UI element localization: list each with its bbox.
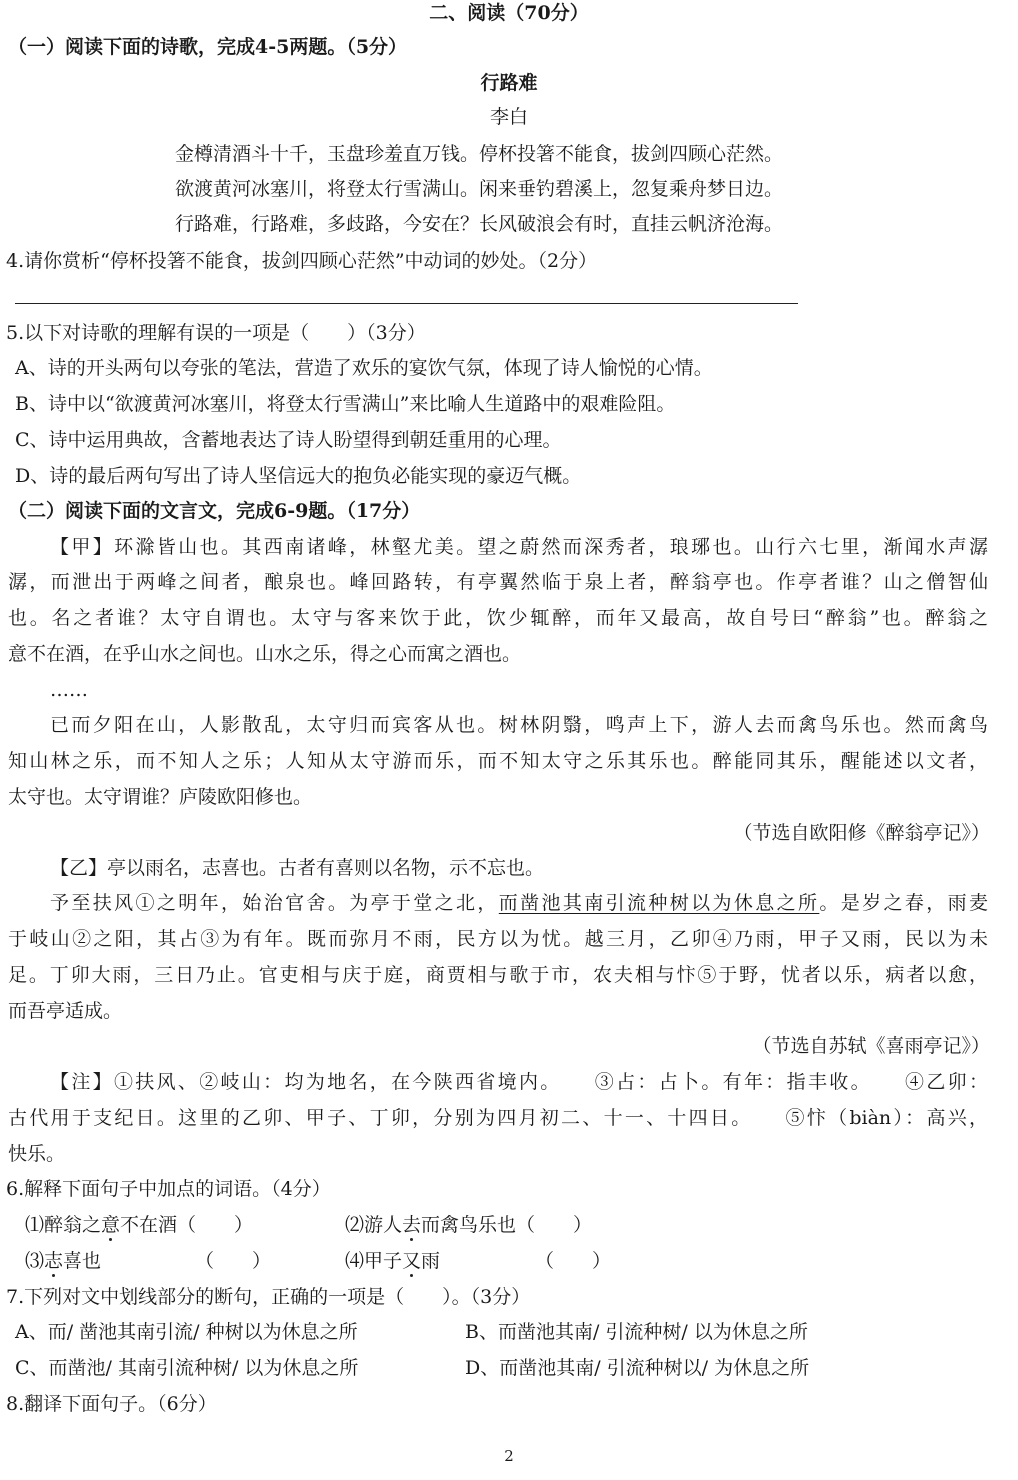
q6-item3-dotted: 志 [44,1250,64,1272]
part2-heading: （二）阅读下面的文言文，完成6-9题。（17分） [8,500,421,522]
q6-item4-dotted: 又 [402,1250,422,1272]
q6-item1-dotted: 意 [101,1214,121,1236]
q7-option-a: A、而/ 凿池其南引流/ 种树以为休息之所 [15,1321,358,1343]
passage-jia-line-4: 意不在酒，在乎山水之间也。山水之乐，得之心而寓之酒也。 [8,643,522,665]
poem-title: 行路难 [480,72,538,94]
notes-line-3: 快乐。 [8,1143,66,1165]
q6-item1-pre: ⑴醉翁之 [25,1214,102,1236]
yi-line1-post: 。是岁之春，雨麦 [819,892,988,914]
poem-line-2: 欲渡黄河冰塞川，将登太行雪满山。闲来垂钓碧溪上，忽复乘舟梦日边。 [175,178,784,200]
passage-jia2-line-1: 已而夕阳在山，人影散乱，太守归而宾客从也。树林阴翳，鸣声上下，游人去而禽鸟乐也。然而禽鸟 [50,714,988,736]
yi-source: （节选自苏轼《喜雨亭记》） [752,1035,990,1057]
part1-heading: （一）阅读下面的诗歌，完成4-5两题。（5分） [8,36,408,58]
passage-yi-line-1 [50,890,988,916]
passage-jia2-line-3: 太守也。太守谓谁？庐陵欧阳修也。 [8,786,313,808]
q6-item2-blank[interactable]: （ ） [516,1214,593,1236]
jia-source: （节选自欧阳修《醉翁亭记》） [733,822,990,844]
passage-yi-first: 【乙】亭以雨名，志喜也。古者有喜则以名物，示不忘也。 [50,857,545,879]
q6-item1-post: 不在酒 [120,1214,178,1236]
question-4: 4.请你赏析“停杯投箸不能食，拔剑四顾心茫然”中动词的妙处。（2分） [6,250,598,272]
q6-item3-post: 喜也 [63,1250,102,1272]
q6-item3-blank[interactable]: （ ） [195,1250,272,1272]
passage-jia-line-1: 【甲】环滁皆山也。其西南诸峰，林壑尤美。望之蔚然而深秀者，琅琊也。山行六七里，渐闻水声潺 [50,536,988,558]
question-7: 7.下列对文中划线部分的断句，正确的一项是（ ）。（3分） [6,1286,531,1308]
q6-item-1 [25,1212,253,1238]
q5-option-c: C、诗中运用典故，含蓄地表达了诗人盼望得到朝廷重用的心理。 [15,429,562,451]
q6-item2-post: 而禽鸟乐也 [421,1214,517,1236]
poem-line-1: 金樽清酒斗十千，玉盘珍羞直万钱。停杯投箸不能食，拔剑四顾心茫然。 [175,143,784,165]
q6-item2-dotted: 去 [402,1214,422,1236]
page-number: 2 [504,1447,514,1465]
q5-option-b: B、诗中以“欲渡黄河冰塞川，将登太行雪满山”来比喻人生道路中的艰难险阻。 [15,393,676,415]
passage-jia-line-3: 也。名之者谁？太守自谓也。太守与客来饮于此，饮少辄醉，而年又最高，故自号曰“醉翁”也。醉翁之 [8,607,988,629]
q6-item2-pre: ⑵游人 [345,1214,403,1236]
q6-item1-blank[interactable]: （ ） [177,1214,254,1236]
q6-item3-pre: ⑶ [25,1250,45,1272]
passage-yi-line-4: 而吾亭适成。 [8,1000,123,1022]
passage-jia2-line-2: 知山林之乐，而不知人之乐；人知从太守游而乐，而不知太守之乐其乐也。醉能同其乐，醒能述以文者， [8,750,988,772]
ellipsis: …… [50,679,88,701]
underlined-sentence: 而凿池其南引流种树以为休息之所 [498,892,820,914]
poem-author: 李白 [489,106,528,128]
q6-item-3 [25,1248,101,1274]
q5-option-d: D、诗的最后两句写出了诗人坚信远大的抱负必能实现的豪迈气概。 [15,465,582,487]
question-6: 6.解释下面句子中加点的词语。（4分） [6,1178,331,1200]
passage-jia-line-2: 潺，而泄出于两峰之间者，酿泉也。峰回路转，有亭翼然临于泉上者，醉翁亭也。作亭者谁？山之僧智仙 [8,571,988,593]
q6-item4-post: 雨 [421,1250,441,1272]
question-8: 8.翻译下面句子。（6分） [6,1393,217,1415]
q5-option-a: A、诗的开头两句以夸张的笔法，营造了欢乐的宴饮气氛，体现了诗人愉悦的心情。 [15,357,713,379]
q6-item-2 [345,1212,592,1238]
q7-option-d: D、而凿池其南/ 引流种树以/ 为休息之所 [465,1357,810,1379]
q6-item4-blank[interactable]: （ ） [535,1250,612,1272]
passage-yi-line-3: 足。丁卯大雨，三日乃止。官吏相与庆于庭，商贾相与歌于市，农夫相与忭⑤于野，忧者以乐，病者以愈， [8,964,988,986]
section-title: 二、阅读（70分） [429,2,589,24]
q6-item4-pre: ⑷甲子 [345,1250,403,1272]
q6-item-4 [345,1248,440,1274]
notes-line-1: 【注】①扶风、②岐山：均为地名，在今陕西省境内。 ③占：占卜。有年：指丰收。 ④乙卯： [50,1071,988,1093]
passage-yi-line-2: 于岐山②之阳，其占③为有年。既而弥月不雨，民方以为忧。越三月，乙卯④乃雨，甲子又雨，民以为未 [8,928,988,950]
answer-line-q4[interactable] [15,303,798,304]
poem-line-3: 行路难，行路难，多歧路，今安在？长风破浪会有时，直挂云帆济沧海。 [175,213,784,235]
q7-option-b: B、而凿池其南/ 引流种树/ 以为休息之所 [465,1321,808,1343]
notes-line-2: 古代用于支纪日。这里的乙卯、甲子、丁卯，分别为四月初二、十一、十四日。 ⑤忭（biàn）：高兴， [8,1107,988,1129]
q7-option-c: C、而凿池/ 其南引流种树/ 以为休息之所 [15,1357,359,1379]
question-5: 5.以下对诗歌的理解有误的一项是（ ）（3分） [6,322,426,344]
yi-line1-pre: 予至扶风①之明年，始治官舍。为亭于堂之北， [50,892,499,914]
